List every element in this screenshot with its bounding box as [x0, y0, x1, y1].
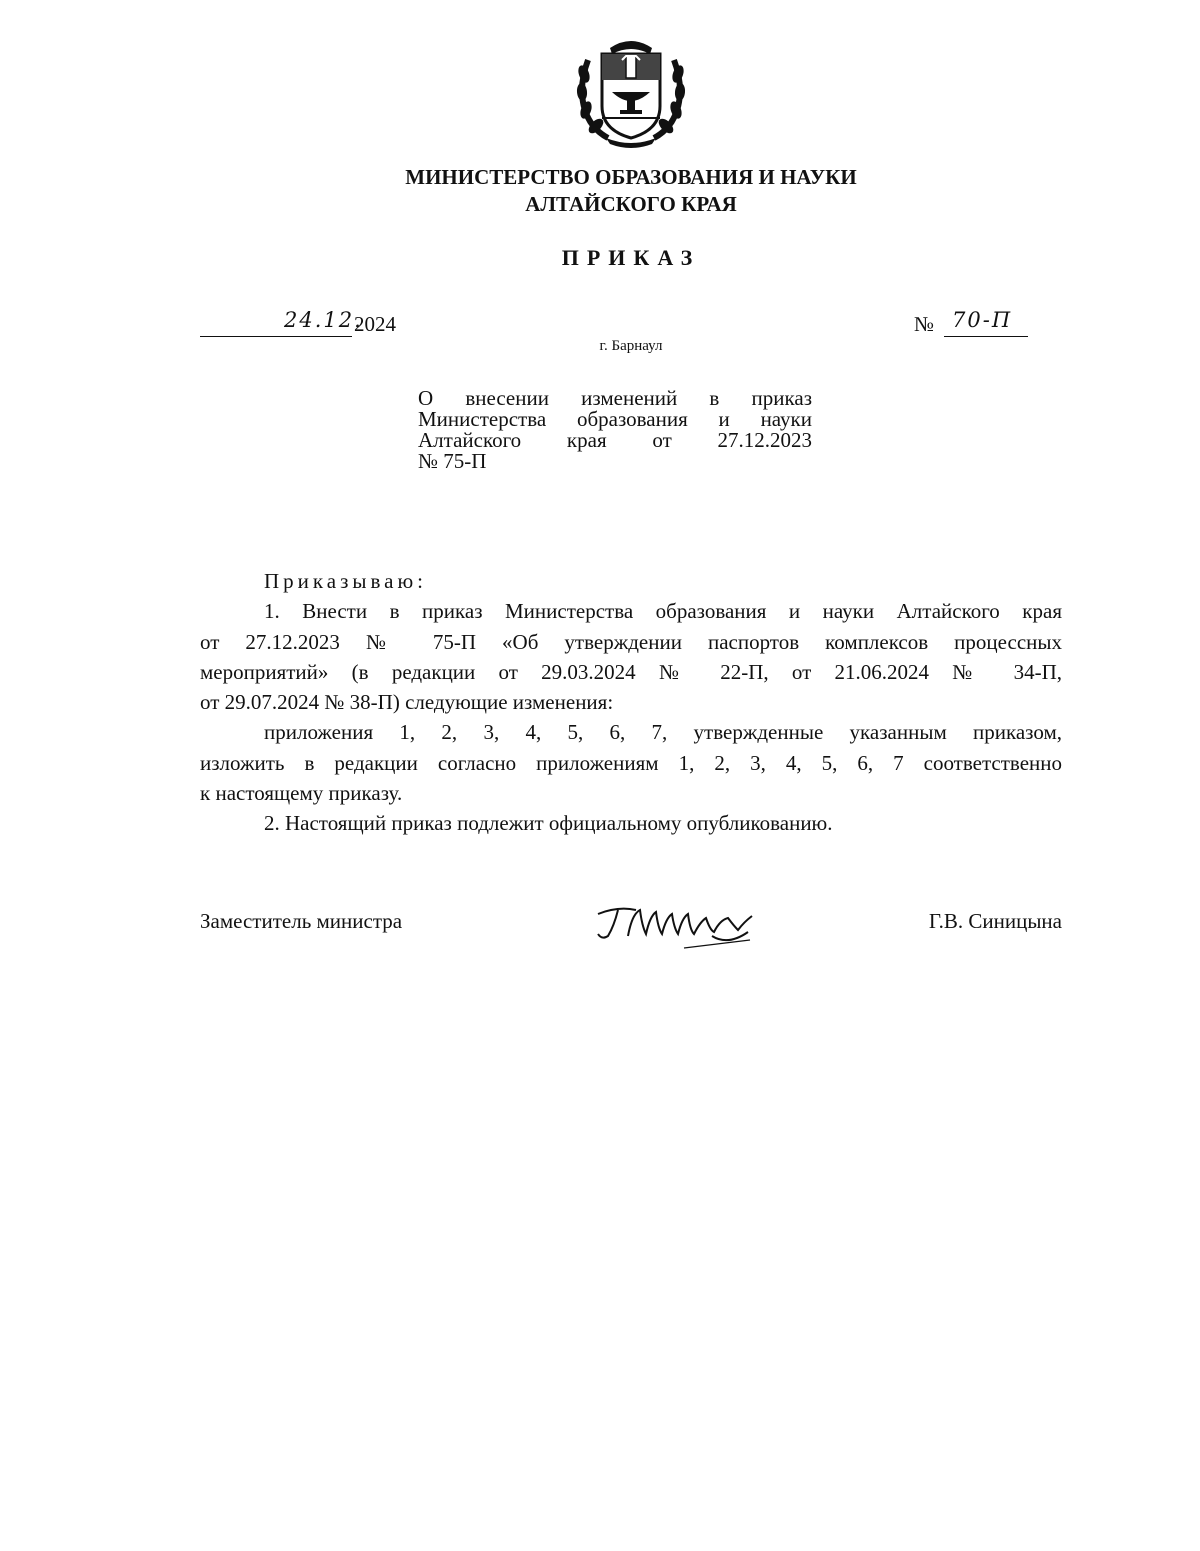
subject-line: О внесении изменений в приказ [418, 386, 812, 410]
signatory-role: Заместитель министра [200, 909, 403, 933]
order-date [200, 308, 460, 338]
ministry-name-line2: АЛТАЙСКОГО КРАЯ [525, 192, 737, 216]
paragraph-1-line: 1. Внести в приказ Министерства образования и науки Алтайского края [264, 599, 1062, 624]
paragraph-1-line: мероприятий» (в редакции от 29.03.2024 № 22-П, от 21.06.2024 № 34-П, [200, 659, 1062, 684]
order-subject [418, 388, 812, 472]
ministry-name [0, 164, 1200, 218]
city-label: г. Барнаул [599, 338, 663, 354]
paragraph-2-line: к настоящему приказу. [200, 781, 403, 806]
order-number [914, 308, 1034, 338]
handwritten-signature [588, 896, 768, 952]
paragraph-3: 2. Настоящий приказ подлежит официальному опубликованию. [264, 811, 833, 836]
order-word: Приказываю: [264, 569, 427, 593]
coat-of-arms-emblem [572, 34, 690, 148]
date-year: 2024 [354, 312, 396, 336]
subject-line: Алтайского края от 27.12.2023 [418, 428, 812, 452]
ministry-name-line1: МИНИСТЕРСТВО ОБРАЗОВАНИЯ И НАУКИ [405, 165, 857, 189]
order-body [200, 566, 1062, 839]
paragraph-2-line: приложения 1, 2, 3, 4, 5, 6, 7, утвержденные указанным приказом, [264, 720, 1062, 745]
paragraph-2-line: изложить в редакции согласно приложениям 1, 2, 3, 4, 5, 6, 7 соответственно [200, 750, 1062, 775]
date-underline [200, 336, 352, 337]
handwritten-date: 24.12. [284, 308, 363, 332]
paragraph-1-line: от 29.07.2024 № 38-П) следующие изменения: [200, 690, 614, 715]
signatory-name: Г.В. Синицына [928, 909, 1062, 933]
paragraph-1-line: от 27.12.2023 № 75-П «Об утверждении паспортов комплексов процессных [200, 629, 1062, 654]
subject-line: № 75-П [418, 449, 487, 473]
number-underline [944, 336, 1028, 337]
number-sign: № [914, 312, 935, 336]
handwritten-number: 70-П [952, 308, 1013, 332]
subject-line: Министерства образования и науки [418, 407, 812, 431]
document-type-title: ПРИКАЗ [561, 245, 701, 270]
